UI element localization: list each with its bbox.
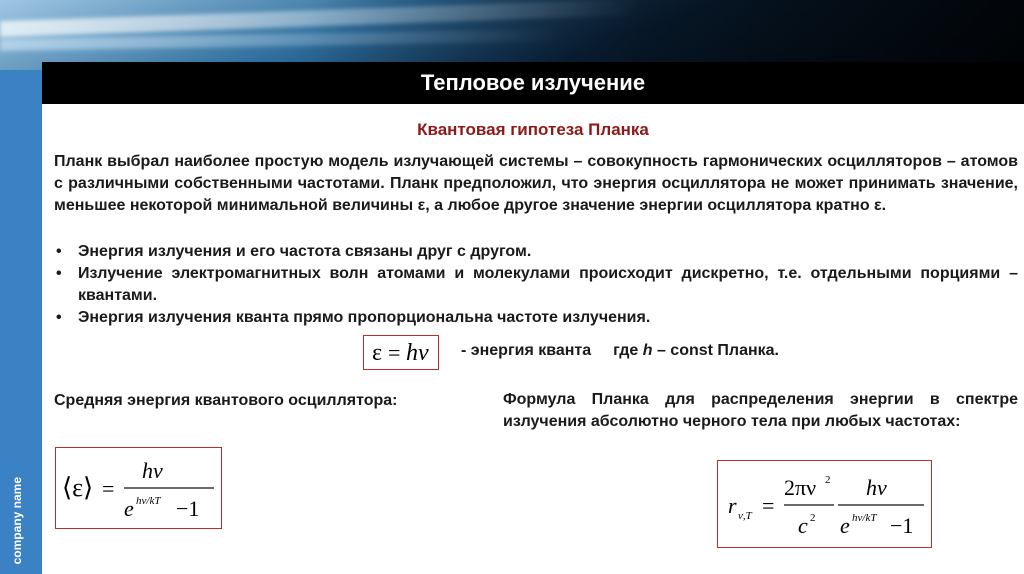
energy-note-h: h xyxy=(642,342,653,359)
slide-title: Тепловое излучение xyxy=(420,70,646,95)
energy-formula xyxy=(364,336,438,369)
list-item xyxy=(54,241,1018,263)
bullet-text: Энергия излучения и его частота связаны друг с другом. xyxy=(78,243,532,260)
formula-exponent: hν/kT xyxy=(136,495,161,507)
average-energy-label: Средняя энергия квантового осциллятора: xyxy=(54,392,398,409)
intro-paragraph: Планк выбрал наиболее простую модель излучающей системы – совокупность гармонических осцилляторов – атомов с различными собственными частотами. Планк предположил, что энергия осциллятора не может принимать значение, меньшее некоторой минимальной величины ε, а любое другое значение энергии осциллятора кратно ε. xyxy=(54,153,1018,214)
title-bar xyxy=(42,62,1024,104)
formula-equals: = xyxy=(762,493,775,518)
formula-exp-base: e xyxy=(840,513,850,538)
bullet-icon: • xyxy=(56,265,62,282)
energy-note-prefix: где xyxy=(613,342,643,359)
formula-minus-one: −1 xyxy=(890,513,914,538)
bullet-list xyxy=(54,241,1018,329)
average-energy-formula-box xyxy=(55,447,222,529)
average-energy-formula xyxy=(56,448,221,528)
formula-equals: = xyxy=(102,476,115,501)
formula-hnu: hν xyxy=(406,340,429,366)
list-item xyxy=(54,307,1018,329)
bullet-icon: • xyxy=(56,243,62,260)
formula-c: c xyxy=(798,513,808,538)
formula-r: r xyxy=(728,493,737,518)
energy-note-label: - энергия кванта xyxy=(461,342,592,359)
formula-r-subscript: ν,T xyxy=(738,510,752,522)
formula-num1: 2πν xyxy=(784,475,817,500)
header-banner xyxy=(0,0,1024,70)
sidebar xyxy=(0,70,42,574)
formula-c-sup: 2 xyxy=(810,512,816,524)
formula-mean-epsilon: ⟨ε⟩ xyxy=(62,473,94,502)
company-name: company name xyxy=(10,476,24,564)
section-subtitle: Квантовая гипотеза Планка xyxy=(417,120,649,139)
formula-minus-one: −1 xyxy=(176,496,200,521)
energy-note-suffix: – const Планка. xyxy=(652,342,779,359)
planck-formula-box xyxy=(717,460,932,548)
bullet-text: Энергия излучения кванта прямо пропорциональна частоте излучения. xyxy=(78,309,651,326)
planck-formula xyxy=(718,461,931,547)
bullet-icon: • xyxy=(56,309,62,326)
planck-formula-label: Формула Планка для распределения энергии в спектре излучения абсолютно черного тела при любых частотах: xyxy=(503,391,1018,430)
bullet-text: Излучение электромагнитных волн атомами и молекулами происходит дискретно, т.е. отдельными порциями – квантами. xyxy=(78,265,1018,304)
formula-num1-sup: 2 xyxy=(825,474,831,486)
energy-note xyxy=(461,342,779,360)
list-item xyxy=(54,263,1018,307)
formula-exponent: hν/kT xyxy=(852,512,877,524)
formula-equals: = xyxy=(388,340,401,365)
formula-num2: hν xyxy=(866,475,887,500)
energy-formula-box xyxy=(363,335,439,370)
formula-exp-base: e xyxy=(124,496,134,521)
formula-numerator: hν xyxy=(142,458,163,483)
formula-epsilon: ε xyxy=(372,340,383,366)
